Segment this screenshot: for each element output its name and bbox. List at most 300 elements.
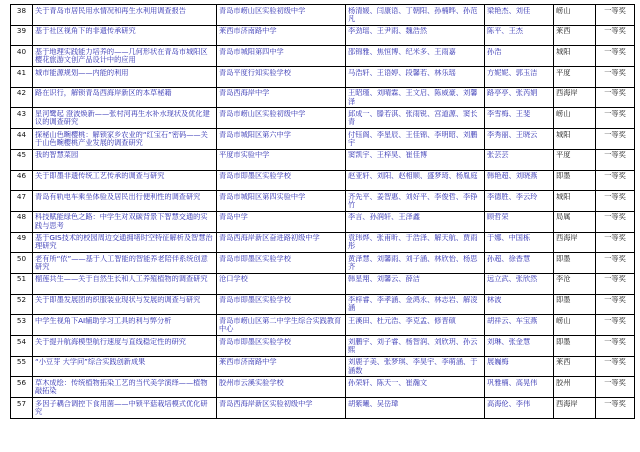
student-names-cell-text: 袁玮烨、张甫昕、于浩泽、解天航、贾雨彤 xyxy=(348,234,478,251)
row-number-cell xyxy=(11,211,33,232)
project-title-cell xyxy=(33,294,217,315)
school-cell xyxy=(217,129,346,150)
district-cell-text: 局属 xyxy=(556,213,571,222)
district-cell-text: 城阳 xyxy=(556,47,571,56)
student-names-cell xyxy=(346,253,485,274)
row-number-cell xyxy=(11,170,33,191)
student-names-cell-text: 王溪田、杜元浩、李克孟、修晋硕 xyxy=(348,316,456,325)
table-row xyxy=(11,377,635,398)
teacher-names-cell-text: 林波 xyxy=(487,296,502,305)
project-title-cell xyxy=(33,253,217,274)
award-cell xyxy=(596,25,635,46)
row-number-cell xyxy=(11,336,33,357)
school-cell-text: 青岛西海岸中学 xyxy=(219,89,270,98)
row-number-cell xyxy=(11,129,33,150)
row-number-cell xyxy=(11,25,33,46)
district-cell-text: 城阳 xyxy=(556,192,571,201)
award-cell-text: 一等奖 xyxy=(604,399,626,408)
district-cell-text: 即墨 xyxy=(556,337,571,346)
award-cell-text: 一等奖 xyxy=(604,172,626,181)
award-cell-text: 一等奖 xyxy=(604,130,626,139)
table-row xyxy=(11,67,635,88)
district-cell xyxy=(554,67,596,88)
award-cell xyxy=(596,108,635,129)
district-cell xyxy=(554,87,596,108)
award-cell xyxy=(596,67,635,88)
school-cell-text: 青岛市城阳区第四实验中学 xyxy=(219,192,306,201)
district-cell-text: 即墨 xyxy=(556,296,571,305)
district-cell-text: 西海岸 xyxy=(556,89,578,98)
award-cell-text: 一等奖 xyxy=(604,254,626,263)
row-number-cell xyxy=(11,108,33,129)
student-names-cell-text: 付钰阁、李星辰、王佳锦、李明昭、刘鹏宇 xyxy=(348,130,478,147)
school-cell xyxy=(217,377,346,398)
teacher-names-cell xyxy=(485,191,554,212)
student-names-cell-text: 黄泽慧、刘馨雨、刘子涵、林欣怡、杨思齐 xyxy=(348,254,478,272)
award-table xyxy=(10,4,635,419)
project-title-cell xyxy=(33,108,217,129)
row-number-cell xyxy=(11,232,33,253)
project-title-cell-text: 多因子耦合调控下食用菌——中锁平菇栽培模式优化研究 xyxy=(35,399,208,416)
student-names-cell xyxy=(346,25,485,46)
teacher-names-cell-text: 孙浩 xyxy=(487,47,502,56)
district-cell xyxy=(554,5,596,26)
school-cell-text: 青岛市城阳第四中学 xyxy=(219,47,284,56)
teacher-names-cell-text: 李雪梅、王斐 xyxy=(487,109,531,118)
project-title-cell xyxy=(33,46,217,67)
project-title-cell xyxy=(33,129,217,150)
table-row xyxy=(11,87,635,108)
teacher-names-cell-text: 韩艳超、刘晓燕 xyxy=(487,172,538,181)
project-title-cell-text: 星河鹭起 澄波焕新——张村河再生水补水现状及优化建议的调查研究 xyxy=(35,109,210,127)
district-cell xyxy=(554,294,596,315)
row-number-cell-text: 52 xyxy=(16,296,27,305)
teacher-names-cell xyxy=(485,315,554,336)
school-cell-text: 莱西市济南路中学 xyxy=(219,27,277,36)
district-cell-text: 崂山 xyxy=(556,109,571,118)
award-cell-text: 一等奖 xyxy=(604,109,626,118)
project-title-cell-text: 青岛有轨电车乘坐体验及居民出行便利性的调查研究 xyxy=(35,192,201,201)
award-list-sheet xyxy=(10,4,634,419)
project-title-cell-text: 基于地理实践能力培养的——几何形状在青岛市城阳区樱花旅游文创产品设计中的应用 xyxy=(35,47,208,65)
teacher-names-cell xyxy=(485,149,554,170)
teacher-names-cell-text: 高海伦、李伟 xyxy=(487,399,531,408)
row-number-cell xyxy=(11,398,33,419)
school-cell-text: 青岛西海岸新区奋进路初级中学 xyxy=(219,234,320,243)
school-cell xyxy=(217,294,346,315)
row-number-cell-text: 44 xyxy=(16,130,27,139)
row-number-cell xyxy=(11,191,33,212)
table-row xyxy=(11,398,635,419)
award-cell-text: 一等奖 xyxy=(604,151,626,160)
row-number-cell-text: 38 xyxy=(16,6,27,15)
project-title-cell-text: 探秘山色畹樱桃：解锁家乡农业的“红宝石”密码——关于山色畹樱桃产业发展的调查研究 xyxy=(35,130,208,147)
student-names-cell-text: 刘鹿子美、张梦琪、李昊宇、李萌涵、于涵数 xyxy=(348,358,478,375)
project-title-cell-text: 基于社区视角下的非遗传承研究 xyxy=(35,27,136,36)
district-cell xyxy=(554,377,596,398)
school-cell-text: 胶州市云溪实验学校 xyxy=(219,378,284,387)
project-title-cell xyxy=(33,87,217,108)
teacher-names-cell xyxy=(485,253,554,274)
project-title-cell xyxy=(33,191,217,212)
award-cell-text: 一等奖 xyxy=(604,296,626,305)
row-number-cell-text: 45 xyxy=(16,151,27,160)
project-title-cell-text: 关于即墨非遗传统工艺传承的调查与研究 xyxy=(35,172,165,181)
table-row xyxy=(11,170,635,191)
school-cell xyxy=(217,191,346,212)
row-number-cell xyxy=(11,149,33,170)
student-names-cell-text: 齐先平、姜智惠、刘好平、李俊哲、李铮竹 xyxy=(348,192,478,210)
award-cell-text: 一等奖 xyxy=(604,89,626,98)
student-names-cell-text: 李劲瑶、王尹雨、魏浩然 xyxy=(348,27,428,36)
teacher-names-cell-text: 陈平、王杰 xyxy=(487,27,523,36)
district-cell xyxy=(554,253,596,274)
district-cell-text: 胶州 xyxy=(556,378,571,387)
project-title-cell-text: 关于即墨发展团的织服装业现状与发展的调查与研究 xyxy=(35,296,201,305)
row-number-cell-text: 42 xyxy=(16,89,27,98)
teacher-names-cell xyxy=(485,25,554,46)
student-names-cell xyxy=(346,170,485,191)
table-row xyxy=(11,25,635,46)
table-row xyxy=(11,149,635,170)
award-cell xyxy=(596,191,635,212)
student-names-cell xyxy=(346,315,485,336)
district-cell xyxy=(554,191,596,212)
school-cell-text: 青岛西海岸新区实验初级中学 xyxy=(219,399,313,408)
award-cell xyxy=(596,232,635,253)
school-cell xyxy=(217,253,346,274)
project-title-cell xyxy=(33,273,217,294)
student-names-cell xyxy=(346,273,485,294)
award-cell xyxy=(596,377,635,398)
teacher-names-cell-text: 胡祥云、车宝燕 xyxy=(487,316,538,325)
teacher-names-cell-text: 梁艳杰、刘佳 xyxy=(487,6,531,15)
district-cell-text: 莱西 xyxy=(556,27,571,36)
school-cell-text: 青岛市崂山区第二中学生综合实践教育中心 xyxy=(219,316,342,334)
row-number-cell xyxy=(11,315,33,336)
table-row xyxy=(11,5,635,26)
project-title-cell-text: 路在识行，解锁青岛西海岸新区的本草秘籍 xyxy=(35,89,172,98)
row-number-cell-text: 51 xyxy=(16,275,27,284)
school-cell xyxy=(217,211,346,232)
table-row xyxy=(11,315,635,336)
row-number-cell xyxy=(11,273,33,294)
award-cell xyxy=(596,398,635,419)
student-names-cell xyxy=(346,232,485,253)
student-names-cell-text: 孙荣轩、陈天一、崔瀚文 xyxy=(348,378,428,387)
row-number-cell xyxy=(11,377,33,398)
school-cell xyxy=(217,46,346,67)
award-table-body xyxy=(11,5,635,419)
school-cell xyxy=(217,356,346,377)
school-cell xyxy=(217,87,346,108)
award-cell xyxy=(596,46,635,67)
student-names-cell-text: 李梓睿、李孝涵、金鸿永、林志岩、解凌涵 xyxy=(348,296,478,313)
teacher-names-cell xyxy=(485,46,554,67)
student-names-cell xyxy=(346,191,485,212)
project-title-cell xyxy=(33,398,217,419)
project-title-cell-text: 老有所“依”——基于人工智能的智能养老陪伴系统创意研究 xyxy=(35,254,208,272)
row-number-cell-text: 48 xyxy=(16,213,27,222)
teacher-names-cell xyxy=(485,273,554,294)
teacher-names-cell xyxy=(485,129,554,150)
award-cell xyxy=(596,5,635,26)
teacher-names-cell xyxy=(485,67,554,88)
teacher-names-cell xyxy=(485,87,554,108)
school-cell xyxy=(217,398,346,419)
table-row xyxy=(11,129,635,150)
district-cell-text: 西海岸 xyxy=(556,234,578,243)
student-names-cell-text: 邱成一、滕若淇、张雨锐、宫道源、窦长青 xyxy=(348,109,478,127)
student-names-cell-text: 韩星翔、刘馨云、薛洁 xyxy=(348,275,420,284)
student-names-cell-text: 刘鹏宇、刘子睿、杨智润、刘欣玥、孙云熙 xyxy=(348,337,478,354)
district-cell-text: 城阳 xyxy=(556,130,571,139)
district-cell xyxy=(554,273,596,294)
project-title-cell xyxy=(33,170,217,191)
school-cell xyxy=(217,315,346,336)
project-title-cell-text: 关于提升航海模型航行速度与直线稳定性的研究 xyxy=(35,337,186,346)
row-number-cell-text: 49 xyxy=(16,234,27,243)
award-cell xyxy=(596,273,635,294)
project-title-cell xyxy=(33,67,217,88)
row-number-cell xyxy=(11,356,33,377)
project-title-cell-text: 中学生视角下AI辅助学习工具的利与弊分析 xyxy=(35,316,172,325)
row-number-cell-text: 56 xyxy=(16,378,27,387)
award-cell-text: 一等奖 xyxy=(604,213,626,222)
teacher-names-cell xyxy=(485,356,554,377)
student-names-cell xyxy=(346,46,485,67)
student-names-cell xyxy=(346,5,485,26)
project-title-cell xyxy=(33,356,217,377)
student-names-cell-text: 胡紫曦、吴岳瑋 xyxy=(348,399,399,408)
student-names-cell-text: 王昭瑾、刘晴霖、王文启、陈威豪、刘馨泽 xyxy=(348,89,478,106)
district-cell xyxy=(554,46,596,67)
school-cell xyxy=(217,25,346,46)
teacher-names-cell-text: 巩雅楠、高晃伟 xyxy=(487,378,538,387)
district-cell xyxy=(554,336,596,357)
table-row xyxy=(11,273,635,294)
school-cell-text: 青岛市崂山区实验初级中学 xyxy=(219,109,306,118)
award-cell-text: 一等奖 xyxy=(604,316,626,325)
student-names-cell xyxy=(346,87,485,108)
district-cell-text: 即墨 xyxy=(556,254,571,263)
project-title-cell-text: “小豆芽 大学问”综合实践创新成果 xyxy=(35,358,146,367)
district-cell xyxy=(554,315,596,336)
district-cell xyxy=(554,170,596,191)
school-cell-text: 青岛市即墨区实验学校 xyxy=(219,296,291,305)
project-title-cell-text: 城市能源规划——内能的利用 xyxy=(35,68,129,77)
teacher-names-cell xyxy=(485,211,554,232)
school-cell xyxy=(217,5,346,26)
row-number-cell xyxy=(11,5,33,26)
row-number-cell-text: 43 xyxy=(16,109,27,118)
teacher-names-cell-text: 顾哲荣 xyxy=(487,213,509,222)
project-title-cell-text: 科技赋能绿色之路：中学生对双碳背景下智慧交通的实践与思考 xyxy=(35,213,208,230)
district-cell xyxy=(554,398,596,419)
table-row xyxy=(11,356,635,377)
project-title-cell xyxy=(33,149,217,170)
project-title-cell-text: 关于青岛市居民用水情况和再生水利用调查报告 xyxy=(35,6,186,15)
award-cell xyxy=(596,253,635,274)
project-title-cell-text: 我的智慧菜园 xyxy=(35,151,79,160)
teacher-names-cell-text: 李德胜、李云玲 xyxy=(487,192,538,201)
student-names-cell xyxy=(346,398,485,419)
district-cell xyxy=(554,25,596,46)
award-cell xyxy=(596,315,635,336)
school-cell-text: 青岛平度行知实验学校 xyxy=(219,68,291,77)
teacher-names-cell-text: 展巍梅 xyxy=(487,358,509,367)
student-names-cell xyxy=(346,356,485,377)
student-names-cell-text: 窦凯宇、王梓昊、崔佳博 xyxy=(348,151,428,160)
student-names-cell-text: 赵亚轩、刘阳、赵相顺、盛梦琦、杨胤庭 xyxy=(348,172,478,181)
teacher-names-cell-text: 李秀丽、王晓云 xyxy=(487,130,538,139)
student-names-cell xyxy=(346,67,485,88)
table-row xyxy=(11,294,635,315)
award-cell xyxy=(596,170,635,191)
award-cell xyxy=(596,129,635,150)
award-cell-text: 一等奖 xyxy=(604,6,626,15)
award-cell-text: 一等奖 xyxy=(604,234,626,243)
teacher-names-cell xyxy=(485,294,554,315)
award-cell xyxy=(596,356,635,377)
student-names-cell xyxy=(346,377,485,398)
project-title-cell xyxy=(33,211,217,232)
school-cell-text: 青岛市即墨区实验学校 xyxy=(219,337,291,346)
award-cell-text: 一等奖 xyxy=(604,68,626,77)
school-cell-text: 青岛市城阳区第六中学 xyxy=(219,130,291,139)
award-cell-text: 一等奖 xyxy=(604,192,626,201)
project-title-cell xyxy=(33,336,217,357)
school-cell xyxy=(217,149,346,170)
award-cell-text: 一等奖 xyxy=(604,275,626,284)
row-number-cell-text: 55 xyxy=(16,358,27,367)
row-number-cell xyxy=(11,67,33,88)
teacher-names-cell xyxy=(485,108,554,129)
teacher-names-cell xyxy=(485,232,554,253)
school-cell-text: 平度市实验中学 xyxy=(219,151,270,160)
student-names-cell xyxy=(346,336,485,357)
school-cell xyxy=(217,232,346,253)
row-number-cell-text: 39 xyxy=(16,27,27,36)
district-cell xyxy=(554,232,596,253)
table-row xyxy=(11,232,635,253)
table-row xyxy=(11,211,635,232)
row-number-cell xyxy=(11,46,33,67)
award-cell-text: 一等奖 xyxy=(604,337,626,346)
district-cell-text: 莱西 xyxy=(556,358,571,367)
row-number-cell xyxy=(11,294,33,315)
school-cell-text: 莱西市济南路中学 xyxy=(219,358,277,367)
row-number-cell xyxy=(11,87,33,108)
row-number-cell-text: 41 xyxy=(16,68,27,77)
teacher-names-cell-text: 方妮妮、郭玉洁 xyxy=(487,68,538,77)
project-title-cell xyxy=(33,5,217,26)
school-cell-text: 沧口学校 xyxy=(219,275,248,284)
row-number-cell-text: 47 xyxy=(16,192,27,201)
district-cell xyxy=(554,108,596,129)
teacher-names-cell xyxy=(485,398,554,419)
row-number-cell-text: 54 xyxy=(16,337,27,346)
row-number-cell xyxy=(11,253,33,274)
school-cell xyxy=(217,273,346,294)
row-number-cell-text: 50 xyxy=(16,254,27,263)
project-title-cell-text: 榴莲共生——关于自然生长和人工养殖植物的调查研究 xyxy=(35,275,208,284)
table-row xyxy=(11,336,635,357)
project-title-cell xyxy=(33,232,217,253)
district-cell xyxy=(554,149,596,170)
school-cell-text: 青岛市即墨区实验学校 xyxy=(219,172,291,181)
district-cell xyxy=(554,211,596,232)
award-cell xyxy=(596,87,635,108)
teacher-names-cell xyxy=(485,170,554,191)
teacher-names-cell xyxy=(485,377,554,398)
district-cell-text: 即墨 xyxy=(556,172,571,181)
school-cell-text: 青岛市即墨区实验学校 xyxy=(219,254,291,263)
school-cell xyxy=(217,67,346,88)
district-cell-text: 李沧 xyxy=(556,275,571,284)
teacher-names-cell-text: 孙超、徐香慧 xyxy=(487,254,531,263)
table-row xyxy=(11,253,635,274)
award-cell-text: 一等奖 xyxy=(604,378,626,387)
teacher-names-cell-text: 张芸芸 xyxy=(487,151,509,160)
district-cell xyxy=(554,356,596,377)
award-cell-text: 一等奖 xyxy=(604,27,626,36)
teacher-names-cell-text: 远立武、张欣然 xyxy=(487,275,538,284)
row-number-cell-text: 53 xyxy=(16,316,27,325)
student-names-cell-text: 马浩轩、王语婷、段馨若、林乐瑶 xyxy=(348,68,456,77)
student-names-cell xyxy=(346,294,485,315)
student-names-cell-text: 李言、孙润轩、王泽鑫 xyxy=(348,213,420,222)
district-cell-text: 平度 xyxy=(556,151,571,160)
award-cell xyxy=(596,294,635,315)
school-cell xyxy=(217,108,346,129)
award-cell xyxy=(596,211,635,232)
row-number-cell-text: 46 xyxy=(16,172,27,181)
district-cell-text: 崂山 xyxy=(556,6,571,15)
district-cell-text: 崂山 xyxy=(556,316,571,325)
project-title-cell xyxy=(33,25,217,46)
school-cell-text: 青岛中学 xyxy=(219,213,248,222)
project-title-cell-text: 草木成绘：传统植物拓染工艺的当代美学演绎——植物敲拓染 xyxy=(35,378,208,396)
teacher-names-cell-text: 路亭亭、张芮娟 xyxy=(487,89,538,98)
teacher-names-cell-text: 刘琳、张金慧 xyxy=(487,337,531,346)
table-row xyxy=(11,191,635,212)
award-cell xyxy=(596,149,635,170)
district-cell-text: 平度 xyxy=(556,68,571,77)
award-cell-text: 一等奖 xyxy=(604,358,626,367)
student-names-cell-text: 杨清媛、闫康语、丁朝阳、孙楠晔、孙范凡 xyxy=(348,6,478,23)
district-cell xyxy=(554,129,596,150)
student-names-cell xyxy=(346,211,485,232)
school-cell-text: 青岛市崂山区实验初级中学 xyxy=(219,6,306,15)
student-names-cell xyxy=(346,149,485,170)
district-cell-text: 西海岸 xyxy=(556,399,578,408)
teacher-names-cell xyxy=(485,5,554,26)
row-number-cell-text: 57 xyxy=(16,399,27,408)
teacher-names-cell xyxy=(485,336,554,357)
table-row xyxy=(11,108,635,129)
school-cell xyxy=(217,170,346,191)
project-title-cell-text: 基于GIS技术的校园周边交通拥堵时空特征解析及智慧治理研究 xyxy=(35,234,213,251)
row-number-cell-text: 40 xyxy=(16,47,27,56)
award-cell-text: 一等奖 xyxy=(604,47,626,56)
project-title-cell xyxy=(33,315,217,336)
table-row xyxy=(11,46,635,67)
student-names-cell xyxy=(346,108,485,129)
teacher-names-cell-text: 于娜、中国栋 xyxy=(487,234,531,243)
project-title-cell xyxy=(33,377,217,398)
award-cell xyxy=(596,336,635,357)
